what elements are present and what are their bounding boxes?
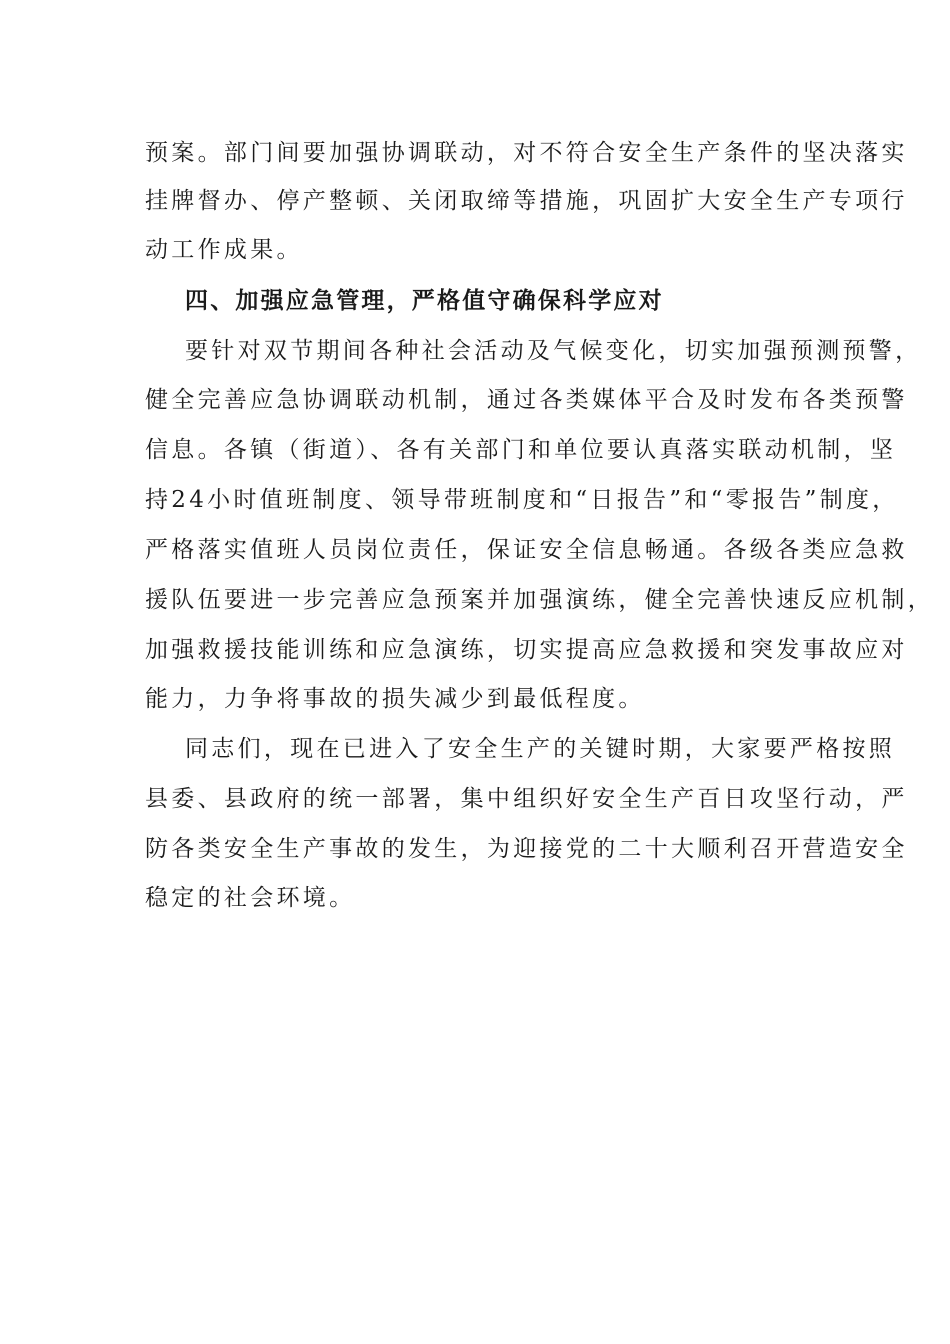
text-line: 持24小时值班制度、领导带班制度和“日报告”和“零报告”制度，	[145, 487, 899, 513]
text-line: 预案。部门间要加强协调联动，对不符合安全生产条件的坚决落实	[145, 140, 908, 166]
text-line: 挂牌督办、停产整顿、关闭取缔等措施，巩固扩大安全生产专项行	[145, 188, 908, 214]
text-line: 动工作成果。	[145, 237, 303, 263]
text-line: 健全完善应急协调联动机制，通过各类媒体平合及时发布各类预警	[145, 387, 908, 413]
text-line: 能力，力争将事故的损失减少到最低程度。	[145, 686, 645, 712]
text-line: 加强救援技能训练和应急演练，切实提高应急救援和突发事故应对	[145, 637, 908, 663]
section-heading: 四、加强应急管理，严格值守确保科学应对	[185, 288, 664, 314]
text-line: 严格落实值班人员岗位责任，保证安全信息畅通。各级各类应急救	[145, 537, 908, 563]
text-line: 援队伍要进一步完善应急预案并加强演练，健全完善快速反应机制，	[145, 587, 934, 613]
text-line: 防各类安全生产事故的发生，为迎接党的二十大顺利召开营造安全	[145, 836, 908, 862]
text-line: 县委、县政府的统一部署，集中组织好安全生产百日攻坚行动，严	[145, 786, 908, 812]
text-line: 稳定的社会环境。	[145, 885, 356, 911]
text-line: 要针对双节期间各种社会活动及气候变化，切实加强预测预警，	[185, 338, 922, 364]
text-line: 信息。各镇（街道）、各有关部门和单位要认真落实联动机制，坚	[145, 437, 897, 463]
text-line: 同志们，现在已进入了安全生产的关键时期，大家要严格按照	[185, 736, 896, 762]
